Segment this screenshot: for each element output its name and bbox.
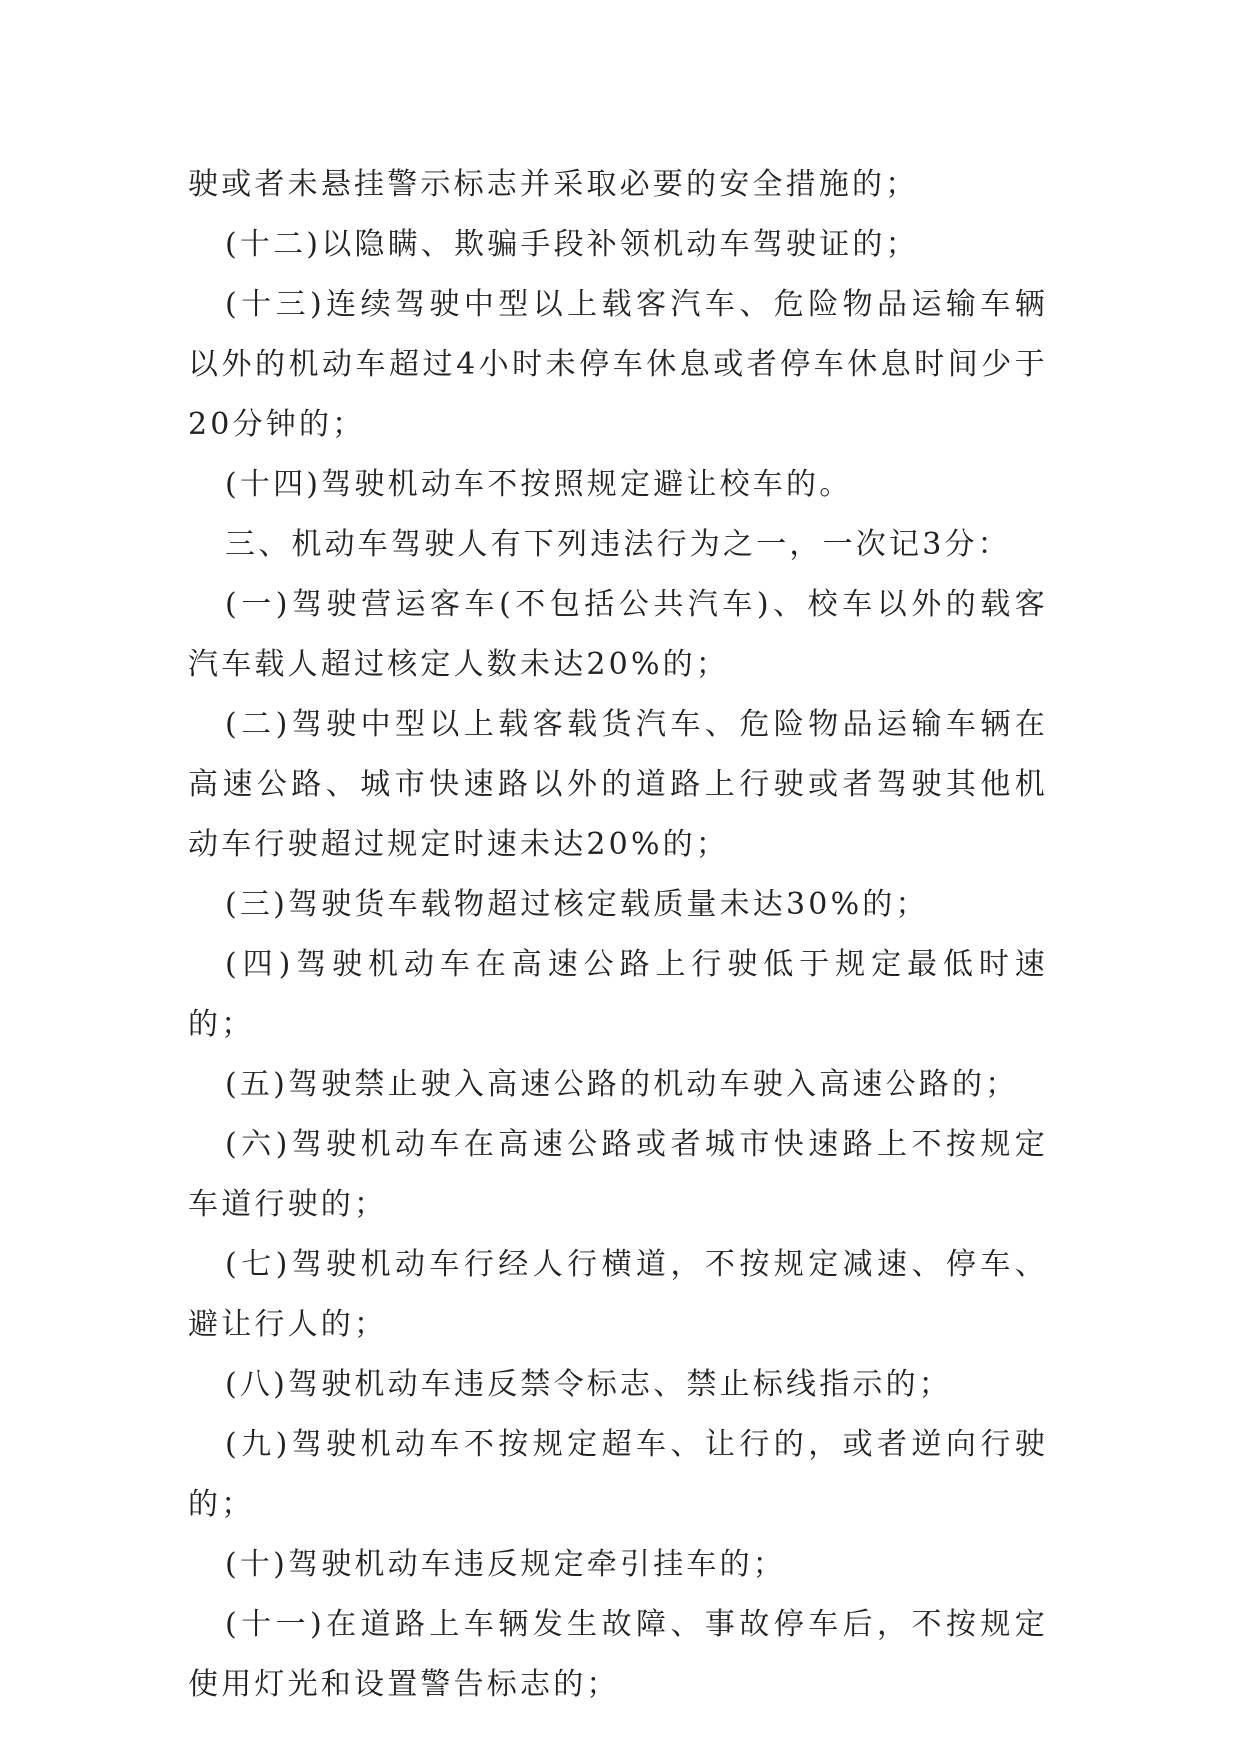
paragraph-item-12: (十二)以隐瞒、欺骗手段补领机动车驾驶证的； (225, 227, 919, 262)
document-body (188, 155, 1048, 1715)
paragraph-item-1: (一)驾驶营运客车(不包括公共汽车)、校车以外的载客汽车载人超过核定人数未达20%的； (188, 587, 1048, 682)
section-heading-3-points: 三、机动车驾驶人有下列违法行为之一，一次记3分： (225, 527, 1011, 562)
paragraph-item-2: (二)驾驶中型以上载客载货汽车、危险物品运输车辆在高速公路、城市快速路以外的道路上行驶或者驾驶其他机动车行驶超过规定时速未达20%的； (188, 707, 1048, 862)
paragraph-item-6: (六)驾驶机动车在高速公路或者城市快速路上不按规定车道行驶的； (188, 1127, 1048, 1222)
paragraph-item-8: (八)驾驶机动车违反禁令标志、禁止标线指示的； (225, 1367, 953, 1402)
paragraph-item-4: (四)驾驶机动车在高速公路上行驶低于规定最低时速的； (188, 947, 1048, 1042)
paragraph-item-10: (十)驾驶机动车违反规定牵引挂车的； (225, 1547, 787, 1582)
paragraph-item-9: (九)驾驶机动车不按规定超车、让行的，或者逆向行驶的； (188, 1427, 1048, 1522)
paragraph-item-11: (十一)在道路上车辆发生故障、事故停车后，不按规定使用灯光和设置警告标志的； (188, 1607, 1048, 1702)
paragraph-item-5: (五)驾驶禁止驶入高速公路的机动车驶入高速公路的； (225, 1067, 1019, 1102)
paragraph-item-7: (七)驾驶机动车行经人行横道，不按规定减速、停车、避让行人的； (188, 1247, 1048, 1342)
paragraph-continuation: 驶或者未悬挂警示标志并采取必要的安全措施的； (188, 167, 919, 202)
paragraph-item-3: (三)驾驶货车载物超过核定载质量未达30%的； (225, 887, 929, 922)
paragraph-item-14: (十四)驾驶机动车不按照规定避让校车的。 (225, 467, 853, 502)
paragraph-item-13: (十三)连续驾驶中型以上载客汽车、危险物品运输车辆以外的机动车超过4小时未停车休息或者停车休息时间少于20分钟的； (188, 287, 1048, 442)
